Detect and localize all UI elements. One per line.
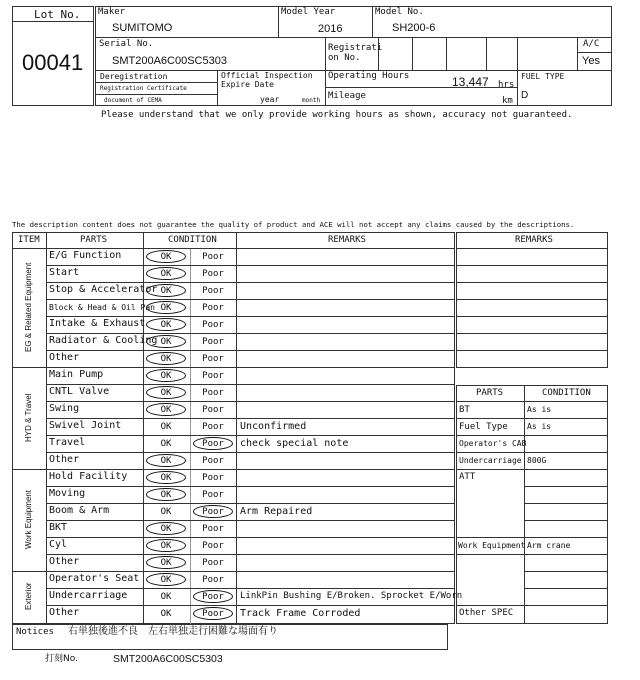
ok-option: OK	[160, 490, 172, 500]
poor-option: Poor	[202, 592, 224, 602]
year-label: year	[260, 95, 280, 104]
remark-text: check special note	[240, 438, 349, 449]
part-swing: Swing	[49, 403, 80, 414]
selected-condition-circle	[146, 284, 186, 297]
selected-condition-circle	[146, 539, 186, 552]
right-cond-bt: As is	[527, 405, 552, 414]
ok-option: OK	[160, 286, 172, 296]
maker-label: Maker	[98, 7, 126, 17]
selected-condition-circle	[146, 301, 186, 314]
selected-condition-circle	[146, 369, 186, 382]
right-condition-header: CONDITION	[542, 388, 591, 398]
poor-option: Poor	[202, 609, 224, 619]
selected-condition-circle	[146, 386, 186, 399]
poor-option: Poor	[202, 337, 224, 347]
part-stop-accelerator: Stop & Accelerator	[49, 284, 158, 295]
model-no-value: SH200-6	[392, 22, 436, 34]
part-cyl: Cyl	[49, 539, 68, 550]
poor-option: Poor	[202, 490, 224, 500]
selected-condition-circle	[146, 454, 186, 467]
ok-option: OK	[160, 558, 172, 568]
part-cntl-valve: CNTL Valve	[49, 386, 110, 397]
poor-option: Poor	[202, 541, 224, 551]
part-boom-arm: Boom & Arm	[49, 505, 110, 516]
fuel-type-label: FUEL TYPE	[521, 72, 565, 81]
part-other: Other	[49, 556, 80, 567]
poor-option: Poor	[202, 405, 224, 415]
serial-no-value: SMT200A6C00SC5303	[112, 55, 227, 67]
model-no-label: Model No.	[375, 7, 424, 17]
ok-option: OK	[160, 269, 172, 279]
part-bkt: BKT	[49, 522, 68, 533]
right-parts-header: PARTS	[476, 388, 504, 398]
work-equipment-value: Arm crane	[527, 541, 571, 550]
ac-label: A/C	[583, 39, 600, 49]
item-header: ITEM	[18, 235, 40, 245]
stamp-value: SMT200A6C00SC5303	[113, 653, 223, 665]
selected-condition-circle	[146, 335, 186, 348]
poor-option: Poor	[202, 575, 224, 585]
remark-text: Track Frame Corroded	[240, 608, 361, 619]
ok-option: OK	[160, 575, 172, 585]
part-hold-facility: Hold Facility	[49, 471, 128, 482]
part-e-g-function: E/G Function	[49, 250, 122, 261]
remark-text: Arm Repaired	[240, 506, 313, 517]
poor-option: Poor	[202, 303, 224, 313]
mileage-label: Mileage	[328, 91, 366, 101]
poor-option: Poor	[202, 456, 224, 466]
lot-no-label: Lot No.	[34, 8, 81, 21]
selected-condition-circle	[146, 488, 186, 501]
ok-option: OK	[160, 303, 172, 313]
part-undercarriage: Undercarriage	[49, 590, 128, 601]
operating-hours-label: Operating Hours	[328, 71, 410, 81]
selected-condition-circle	[193, 607, 233, 620]
part-other: Other	[49, 607, 80, 618]
part-other: Other	[49, 352, 80, 363]
poor-option: Poor	[202, 558, 224, 568]
poor-option: Poor	[202, 286, 224, 296]
selected-condition-circle	[146, 471, 186, 484]
ok-option: OK	[160, 507, 172, 517]
maker-value: SUMITOMO	[112, 22, 173, 34]
poor-option: Poor	[202, 269, 224, 279]
part-other: Other	[49, 454, 80, 465]
poor-option: Poor	[202, 252, 224, 262]
dereg-sub2: document of CEMA	[104, 97, 162, 104]
registration-label: Registrati on No.	[328, 43, 383, 64]
selected-condition-circle	[146, 573, 186, 586]
ok-option: OK	[160, 609, 172, 619]
model-year-value: 2016	[318, 23, 343, 35]
ok-option: OK	[160, 320, 172, 330]
parts-header: PARTS	[80, 235, 108, 245]
remark-text: Unconfirmed	[240, 421, 307, 432]
ok-option: OK	[160, 541, 172, 551]
remark-text: LinkPin Bushing E/Broken. Sprocket E/Worn	[240, 591, 463, 601]
other-spec-label: Other SPEC	[459, 608, 514, 618]
disclaimer: The description content does not guarantee the quality of product and ACE will not accept any claims caused by the descriptions.	[12, 220, 575, 229]
ok-option: OK	[160, 456, 172, 466]
group-label-eg-related-equipment: EG & Related Equipment	[24, 262, 33, 353]
poor-option: Poor	[202, 388, 224, 398]
selected-condition-circle	[146, 267, 186, 280]
ok-option: OK	[160, 422, 172, 432]
part-block-head-oil-pan: Block & Head & Oil Pan	[49, 303, 155, 312]
poor-option: Poor	[202, 371, 224, 381]
ok-option: OK	[160, 337, 172, 347]
part-travel: Travel	[49, 437, 86, 448]
notices-label: Notices	[16, 627, 54, 637]
lot-no-value: 00041	[22, 50, 84, 75]
selected-condition-circle	[193, 505, 233, 518]
selected-condition-circle	[146, 352, 186, 365]
hours-note: Please understand that we only provide working hours as shown, accuracy not guaranteed.	[101, 110, 573, 120]
ok-option: OK	[160, 252, 172, 262]
ok-option: OK	[160, 354, 172, 364]
right-cond-fuel: As is	[527, 422, 552, 431]
selected-condition-circle	[146, 556, 186, 569]
remarks-header: REMARKS	[328, 235, 366, 245]
official-inspection-label: Official Inspection Expire Date	[221, 71, 313, 89]
poor-option: Poor	[202, 320, 224, 330]
group-label-hyd-travel: HYD & Travel	[24, 393, 33, 443]
right-part-fuel: Fuel Type	[459, 422, 508, 432]
ac-value: Yes	[582, 55, 600, 67]
ok-option: OK	[160, 405, 172, 415]
poor-option: Poor	[202, 354, 224, 364]
poor-option: Poor	[202, 473, 224, 483]
part-radiator-cooling: Radiator & Cooling	[49, 335, 158, 346]
dereg-label: Deregistration	[100, 72, 168, 81]
part-main-pump: Main Pump	[49, 369, 104, 380]
poor-option: Poor	[202, 439, 224, 449]
month-label: month	[302, 97, 321, 104]
km-label: km	[502, 96, 513, 106]
selected-condition-circle	[146, 250, 186, 263]
ok-option: OK	[160, 473, 172, 483]
ok-option: OK	[160, 524, 172, 534]
right-part-cab: Operator's CAB	[459, 439, 527, 448]
fuel-type-value: D	[521, 90, 529, 101]
serial-no-label: Serial No.	[99, 39, 154, 49]
group-label-work-equipment: Work Equipment	[24, 490, 33, 550]
part-start: Start	[49, 267, 80, 278]
poor-option: Poor	[202, 524, 224, 534]
stamp-label: 打刻No.	[45, 654, 78, 664]
ok-option: OK	[160, 371, 172, 381]
selected-condition-circle	[193, 437, 233, 450]
part-moving: Moving	[49, 488, 86, 499]
group-label-exterior: Exterior	[24, 582, 33, 611]
dereg-sub1: Registration Certificate	[100, 85, 187, 92]
selected-condition-circle	[146, 522, 186, 535]
right-part-undercarriage: Undercarriage	[459, 456, 522, 465]
poor-option: Poor	[202, 507, 224, 517]
selected-condition-circle	[193, 590, 233, 603]
part-swivel-joint: Swivel Joint	[49, 420, 122, 431]
ok-option: OK	[160, 439, 172, 449]
right-part-bt: BT	[459, 405, 470, 415]
hrs-label: hrs	[498, 80, 515, 90]
operating-hours-value: 13,447	[452, 75, 489, 89]
poor-option: Poor	[202, 422, 224, 432]
ok-option: OK	[160, 592, 172, 602]
selected-condition-circle	[146, 318, 186, 331]
part-operator-s-seat: Operator's Seat	[49, 573, 140, 584]
right-remarks-header: REMARKS	[515, 235, 553, 245]
right-part-att: ATT	[459, 472, 476, 482]
selected-condition-circle	[146, 403, 186, 416]
right-cond-undercarriage: 800G	[527, 456, 547, 465]
work-equipment-label: Work Equipment	[458, 541, 526, 550]
ok-option: OK	[160, 388, 172, 398]
part-intake-exhaust: Intake & Exhaust	[49, 318, 146, 329]
model-year-label: Model Year	[281, 7, 336, 17]
condition-header: CONDITION	[168, 235, 217, 245]
notices-text: 右単独後進不良 左右単独走行困難な場面有り	[68, 626, 278, 637]
